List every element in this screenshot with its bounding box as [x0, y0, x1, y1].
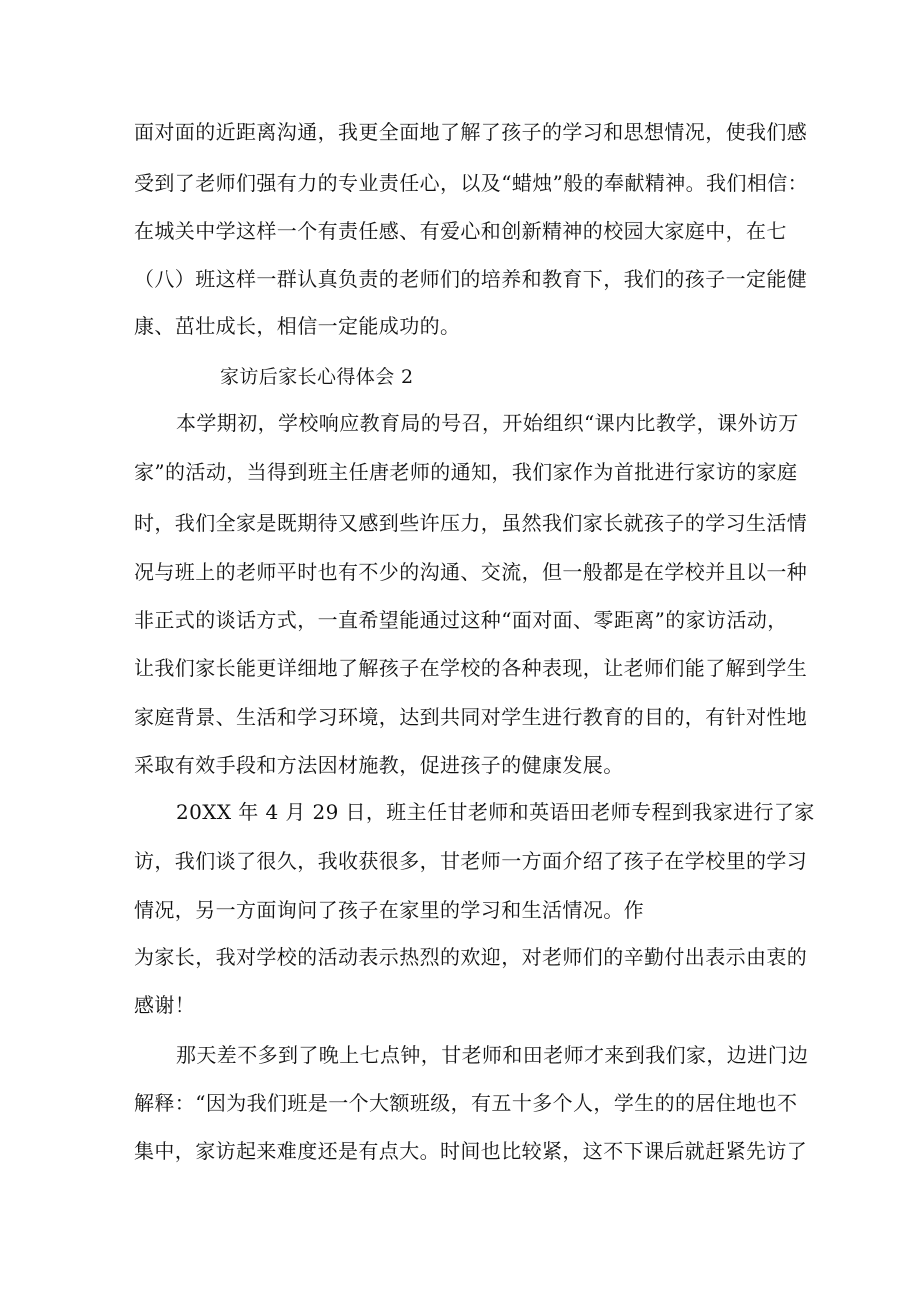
paragraph-line-7: 家”的活动，当得到班主任唐老师的通知，我们家作为首批进行家访的家庭	[134, 460, 798, 484]
paragraph-line-6: 本学期初，学校响应教育局的号召，开始组织“课内比教学，课外访万	[176, 411, 799, 435]
paragraph-line-15: 访，我们谈了很久，我收获很多，甘老师一方面介绍了孩子在学校里的学习	[134, 849, 808, 873]
section-heading: 家访后家长心得体会 2	[220, 366, 414, 388]
paragraph-line-19: 那天差不多到了晚上七点钟，甘老师和田老师才来到我们家，边进门边	[176, 1043, 809, 1067]
paragraph-line-16: 情况，另一方面询问了孩子在家里的学习和生活情况。作	[134, 898, 644, 922]
paragraph-line-20: 解释：“因为我们班是一个大额班级，有五十多个人，学生的的居住地也不	[134, 1091, 798, 1115]
paragraph-line-8: 时，我们全家是既期待又感到些许压力，虽然我们家长就孩子的学习生活情	[134, 511, 808, 535]
paragraph-line-1: 面对面的近距离沟通，我更全面地了解了孩子的学习和思想情况，使我们感	[134, 120, 808, 144]
paragraph-line-11: 让我们家长能更详细地了解孩子在学校的各种表现，让老师们能了解到学生	[134, 656, 808, 680]
paragraph-line-9: 况与班上的老师平时也有不少的沟通、交流，但一般都是在学校并且以一种	[134, 560, 808, 584]
paragraph-line-18: 感谢！	[134, 993, 196, 1017]
paragraph-line-5: 康、茁壮成长，相信一定能成功的。	[134, 314, 461, 338]
paragraph-line-2: 受到了老师们强有力的专业责任心，以及“蜡烛”般的奉献精神。我们相信：	[134, 171, 809, 195]
paragraph-line-21: 集中，家访起来难度还是有点大。时间也比较紧，这不下课后就赶紧先访了	[134, 1139, 808, 1163]
paragraph-line-17: 为家长，我对学校的活动表示热烈的欢迎，对老师们的辛勤付出表示由衷的	[134, 945, 808, 969]
paragraph-line-10: 非正式的谈话方式，一直希望能通过这种“面对面、零距离”的家访活动，	[134, 608, 788, 632]
paragraph-line-3: 在城关中学这样一个有责任感、有爱心和创新精神的校园大家庭中，在七	[134, 219, 787, 243]
paragraph-line-14: 20XX 年 4 月 29 日，班主任甘老师和英语田老师专程到我家进行了家	[176, 800, 815, 824]
paragraph-line-13: 采取有效手段和方法因材施教，促进孩子的健康发展。	[134, 753, 624, 777]
paragraph-line-12: 家庭背景、生活和学习环境，达到共同对学生进行教育的目的，有针对性地	[134, 705, 808, 729]
paragraph-line-4: （八）班这样一群认真负责的老师们的培养和教育下，我们的孩子一定能健	[134, 267, 808, 291]
